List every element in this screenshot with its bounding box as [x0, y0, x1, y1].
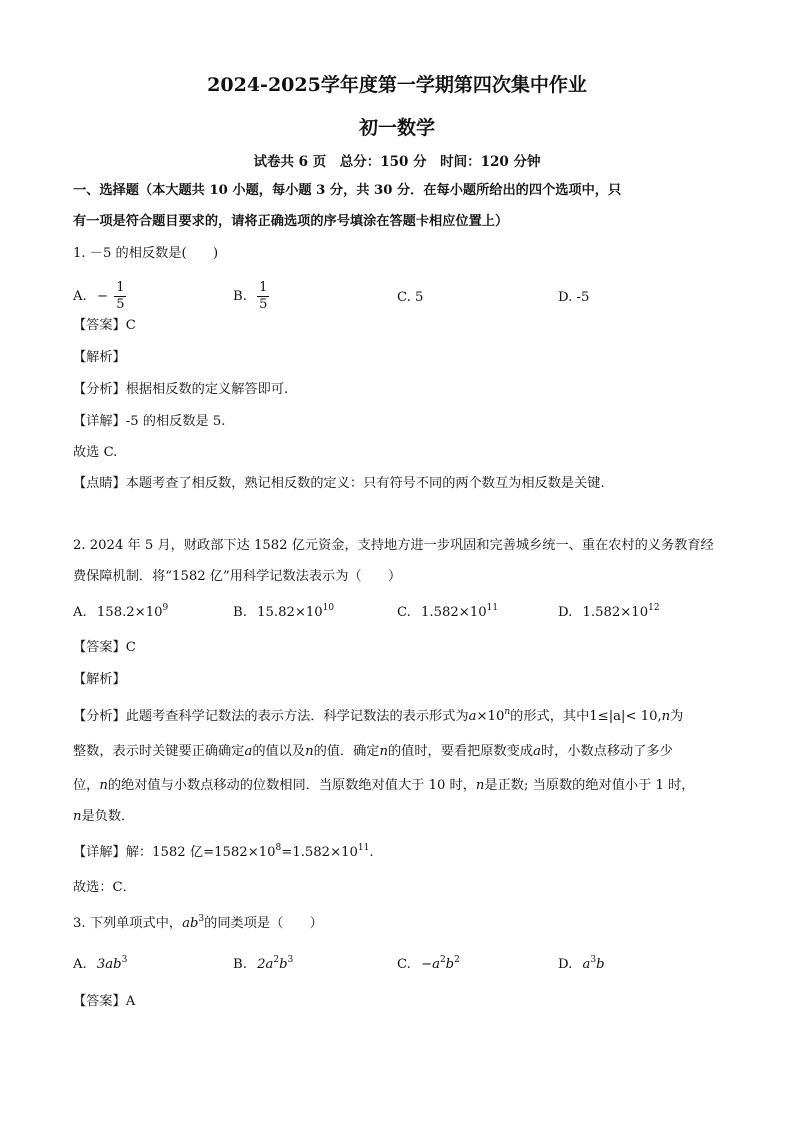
q2-answer: 【答案】C — [73, 640, 136, 655]
q1-detail: 【详解】-5 的相反数是 5. — [73, 414, 226, 429]
exam-info: 试卷共 6 页 总分：150 分 时间：120 分钟 — [253, 154, 541, 170]
q2-detail: 【详解】解：1582 亿$=1582\times 10^8=1.582\times 10^{11}$. — [73, 843, 374, 860]
document-title: 2024-2025学年度第一学期第四次集中作业 — [207, 74, 587, 96]
q1-choice: 故选 C. — [73, 445, 118, 460]
q1-option-a-fraction: $\frac{1}{5}$ — [116, 280, 125, 312]
q3-answer: 【答案】A — [73, 994, 136, 1009]
q1-fenxi: 【分析】根据相反数的定义解答即可. — [73, 382, 289, 397]
q1-analysis-tag: 【解析】 — [73, 350, 126, 365]
q1-option-d: D. -5 — [558, 290, 590, 305]
q1-option-b: B. $\frac{1}{5}$ — [233, 280, 268, 312]
q1-stem: 1. －5 的相反数是( ) — [73, 246, 219, 261]
q2-stem-line-1: 2. 2024 年 5 月，财政部下达 1582 亿元资金，支持地方进一步巩固和完善城乡统一、重在农村的义务教育经 — [73, 538, 714, 553]
q2-analysis-tag: 【解析】 — [73, 672, 126, 687]
q3-stem: 3. 下列单项式中，$ab^3$的同类项是（ ） — [73, 914, 323, 931]
document-subtitle: 初一数学 — [358, 117, 435, 139]
q1-option-b-fraction: $\frac{1}{5}$ — [259, 280, 268, 312]
q2-fenxi-line-2: 整数，表示时关键要正确确定a的值以及n的值．确定n的值时，要看把原数变成a时，小数点移动了多少 — [73, 744, 673, 759]
q2-option-b: B. $15.82\times 10^{10}$ — [233, 603, 335, 620]
section-heading-line-2: 有一项是符合题目要求的，请将正确选项的序号填涂在答题卡相应位置上） — [73, 214, 509, 229]
section-heading-line-1: 一、选择题（本大题共 10 小题，每小题 3 分，共 30 分．在每小题所给出的四个选项中，只 — [73, 183, 622, 198]
q2-fenxi-line-3: 位，n的绝对值与小数点移动的位数相同．当原数绝对值大于 10 时，n是正数; 当原数的绝对值小于 1 时， — [73, 778, 695, 793]
q2-option-a: A. $158.2\times 10^9$ — [73, 603, 169, 620]
q1-comment: 【点睛】本题考查了相反数，熟记相反数的定义：只有符号不同的两个数互为相反数是关键. — [73, 476, 605, 491]
q2-choice: 故选：C． — [73, 880, 136, 895]
q2-option-c: C. $1.582\times 10^{11}$ — [397, 603, 499, 620]
q2-option-d: D. $1.582\times 10^{12}$ — [558, 603, 660, 620]
q2-fenxi-line-1: 【分析】此题考查科学记数法的表示方法．科学记数法的表示形式为$a\times 10^n$的形式，其中1≤|a|< 10,n为 — [73, 707, 684, 724]
q3-option-b: B. $2a^2b^3$ — [233, 955, 294, 972]
q3-option-a: A. $3ab^3$ — [73, 955, 128, 972]
q1-option-c: C. 5 — [397, 290, 424, 305]
q2-fenxi-line-4: n是负数． — [73, 809, 135, 824]
q2-stem-line-2: 费保障机制．将“1582 亿”用科学记数法表示为（ ） — [73, 569, 402, 584]
q1-option-a: A. − $\frac{1}{5}$ — [73, 280, 125, 312]
q3-option-c: C. $-a^2b^2$ — [397, 955, 460, 972]
q3-option-d: D. $a^3b$ — [558, 955, 605, 972]
q1-answer: 【答案】C — [73, 318, 136, 333]
